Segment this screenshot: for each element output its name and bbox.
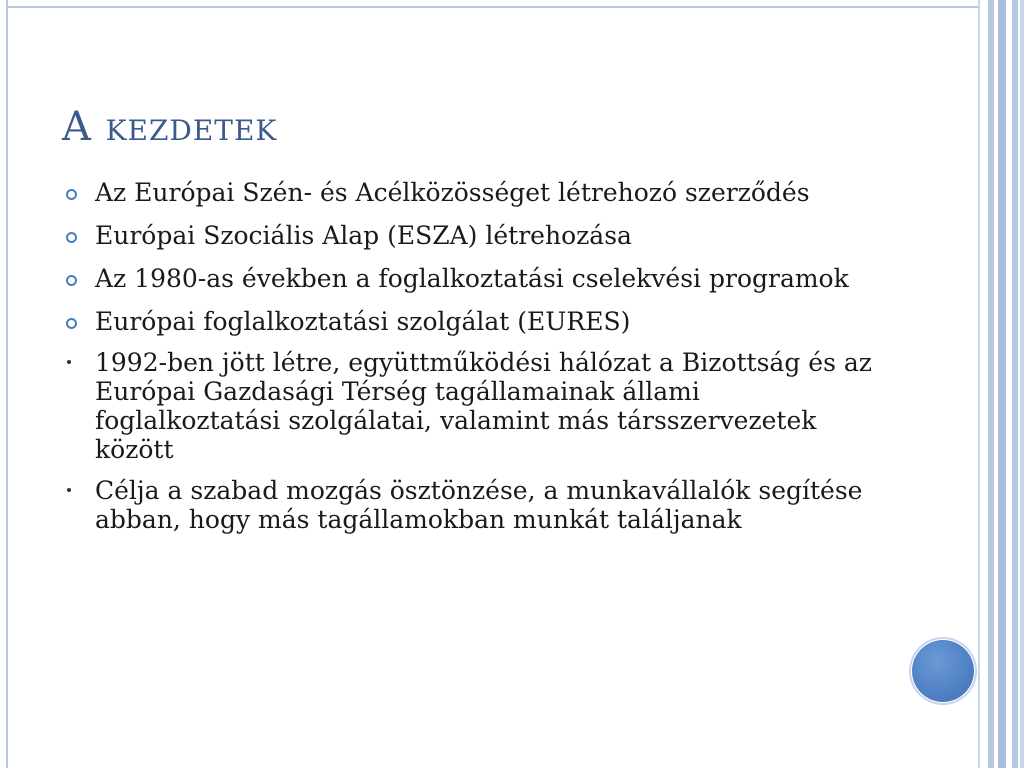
list-item-text: Az Európai Szén- és Acélközösséget létrehozó szerződés bbox=[95, 178, 810, 207]
list-item-text: Európai foglalkoztatási szolgálat (EURES) bbox=[95, 307, 631, 336]
list-item bbox=[62, 264, 892, 293]
decorative-circle bbox=[912, 640, 974, 702]
bullet-dot-icon bbox=[67, 488, 71, 492]
bullet-list bbox=[62, 178, 892, 548]
bullet-dot-icon bbox=[67, 360, 71, 364]
list-item bbox=[62, 476, 892, 534]
frame-top-line bbox=[6, 6, 978, 8]
list-item-text: Az 1980-as években a foglalkoztatási cselekvési programok bbox=[95, 264, 849, 293]
list-item-text: Európai Szociális Alap (ESZA) létrehozása bbox=[95, 221, 632, 250]
list-item-text: Célja a szabad mozgás ösztönzése, a munkavállalók segítése abban, hogy más tagállamokban munkát találjanak bbox=[95, 476, 863, 534]
list-item bbox=[62, 221, 892, 250]
bullet-circle-icon bbox=[66, 189, 77, 200]
decorative-stripes bbox=[978, 0, 1024, 768]
list-item bbox=[62, 348, 892, 464]
list-item-text: 1992-ben jött létre, együttműködési hálózat a Bizottság és az Európai Gazdasági Térség tagállamainak állami foglalkoztatási szolgálatai, valamint más társszervezetek között bbox=[95, 348, 872, 464]
slide-title: A kezdetek bbox=[62, 104, 278, 150]
frame-left-line bbox=[6, 0, 8, 768]
list-item bbox=[62, 307, 892, 336]
list-item bbox=[62, 178, 892, 207]
bullet-circle-icon bbox=[66, 275, 77, 286]
bullet-circle-icon bbox=[66, 318, 77, 329]
bullet-circle-icon bbox=[66, 232, 77, 243]
